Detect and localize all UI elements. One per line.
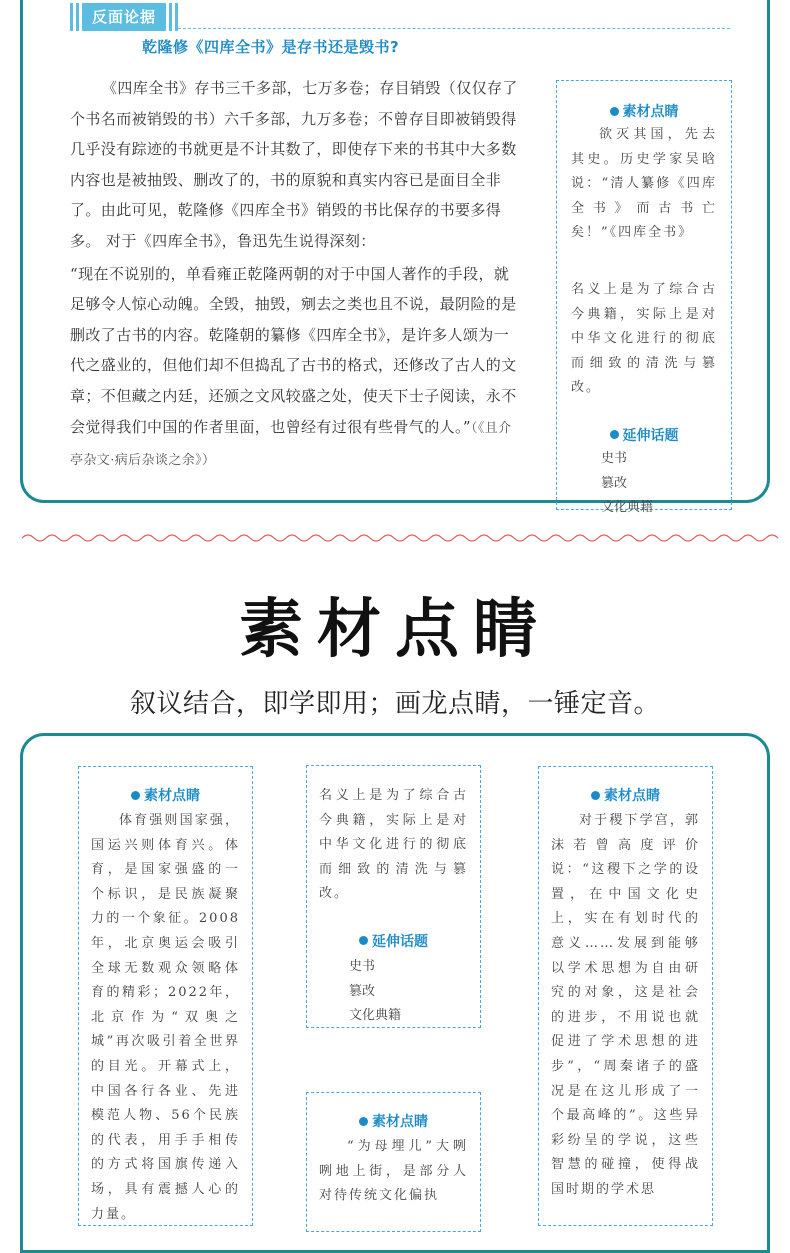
topic-list bbox=[571, 447, 717, 521]
column-heading-text: 素材点睛 bbox=[144, 788, 200, 804]
topics-heading bbox=[571, 425, 717, 445]
bullet-dot-icon bbox=[610, 430, 619, 439]
column-heading-text: 素材点睛 bbox=[372, 1114, 428, 1130]
topics-heading-text: 延伸话题 bbox=[372, 933, 428, 950]
tag-stripe bbox=[175, 3, 178, 31]
article-quote bbox=[70, 259, 522, 477]
bullet-dot-icon bbox=[359, 1117, 368, 1126]
topic-item: 史书 bbox=[349, 958, 376, 974]
column-heading-text: 素材点睛 bbox=[604, 788, 660, 804]
bullet-dot-icon bbox=[359, 936, 368, 945]
column-text: “为母埋儿”大咧咧地上街，是部分人对待传统文化偏执 bbox=[319, 1139, 468, 1204]
sidebar-heading bbox=[571, 101, 717, 121]
section-subtitle: 叙议结合，即学即用；画龙点睛，一锤定音。 bbox=[129, 689, 660, 719]
sidebar-note bbox=[556, 80, 732, 516]
tag-stripe bbox=[169, 3, 172, 31]
column-text: 对于稷下学宫，郭沫若曾高度评价说：“这稷下之学的设置，在中国文化史上，实在有划时代的意义……发展到能够以学术思想为自由研究的对象，这是社会的进步，不用说也就促进了学术思想的进步”，“周秦诸子的盛况是在这儿形成了一个最高峰的”。这些异彩纷呈的学说，这些智慧的碰撞，使得战国时期的学术思 bbox=[551, 813, 700, 1197]
column-text: 体育强则国家强，国运兴则体育兴。体育，是国家强盛的一个标识，是民族凝聚力的一个象征。2008年，北京奥运会吸引全球无数观众领略体育的精彩；2022年，北京作为“双奥之城”再次吸引着全世界的目光。开幕式上，中国各行各业、先进模范人物、56个民族的代表，用手手相传的方式将国旗传递入场，具有震撼人心的力量。 bbox=[91, 813, 240, 1222]
topic-item: 文化典籍 bbox=[601, 500, 654, 516]
section-title: 素材点睛 bbox=[239, 593, 551, 667]
tag-label: 反面论据 bbox=[82, 3, 166, 31]
column-heading bbox=[551, 785, 700, 805]
quote-source: （《且介亭杂文·病后杂谈之余》） bbox=[70, 420, 512, 469]
topics-heading-text: 延伸话题 bbox=[622, 427, 679, 444]
topics-heading bbox=[319, 931, 468, 951]
topic-list bbox=[319, 955, 468, 1029]
column-text: 名义上是为了综合古今典籍，实际上是对中华文化进行的彻底而细致的清洗与篡改。 bbox=[319, 788, 468, 902]
bullet-dot-icon bbox=[591, 791, 600, 800]
bullet-dot-icon bbox=[131, 791, 140, 800]
tag-stripe bbox=[70, 3, 73, 31]
section-tag bbox=[70, 3, 181, 31]
sidebar-text: 欲灭其国，先去其史。历史学家吴晗说：“清人纂修《四库全书》而古书亡矣！”《四库全书》 bbox=[571, 127, 717, 241]
topic-item: 史书 bbox=[601, 450, 628, 466]
note-column-1 bbox=[78, 766, 253, 1226]
note-column-2-top bbox=[306, 765, 481, 1028]
quote-text: “现在不说别的，单看雍正乾隆两朝的对于中国人著作的手段，就足够令人惊心动魄。全毁，抽毁，剜去之类也且不说，最阴险的是删改了古书的内容。乾隆朝的纂修《四库全书》，是许多人颂为一代之盛业的，但他们却不但捣乱了古书的格式，还修改了古人的文章；不但藏之内廷，还颁之文风较盛之处，使天下士子阅读，永不会觉得我们中国的作者里面，也曾经有过很有些骨气的人。” bbox=[70, 264, 517, 436]
topic-item: 篡改 bbox=[601, 475, 628, 491]
column-heading bbox=[91, 785, 240, 805]
column-heading bbox=[319, 1111, 468, 1131]
article-paragraph: 《四库全书》存书三千多部，七万多卷；存目销毁（仅仅存了个书名而被销毁的书）六千多部，九万多卷；不曾存目即被销毁得几乎没有踪迹的书就更是不计其数了，即使存下来的书其中大多数内容也是被抽毁、删改了的，书的原貌和真实内容已是面目全非了。由此可见，乾隆修《四库全书》销毁的书比保存的书要多得多。 对于《四库全书》，鲁迅先生说得深刻： bbox=[70, 79, 518, 250]
bullet-dot-icon bbox=[610, 107, 619, 116]
sidebar-heading-text: 素材点睛 bbox=[622, 104, 679, 120]
topic-item: 文化典籍 bbox=[349, 1008, 402, 1024]
tag-underline bbox=[178, 28, 730, 29]
wavy-divider bbox=[22, 531, 772, 545]
note-column-3 bbox=[538, 766, 713, 1226]
topic-item: 篡改 bbox=[349, 983, 376, 999]
sidebar-text: 名义上是为了综合古今典籍，实际上是对中华文化进行的彻底而细致的清洗与篡改。 bbox=[571, 281, 717, 396]
article-body bbox=[70, 73, 522, 477]
article-title: 乾隆修《四库全书》是存书还是毁书? bbox=[142, 38, 400, 56]
tag-stripe bbox=[76, 3, 79, 31]
note-column-2-bottom bbox=[306, 1092, 481, 1232]
